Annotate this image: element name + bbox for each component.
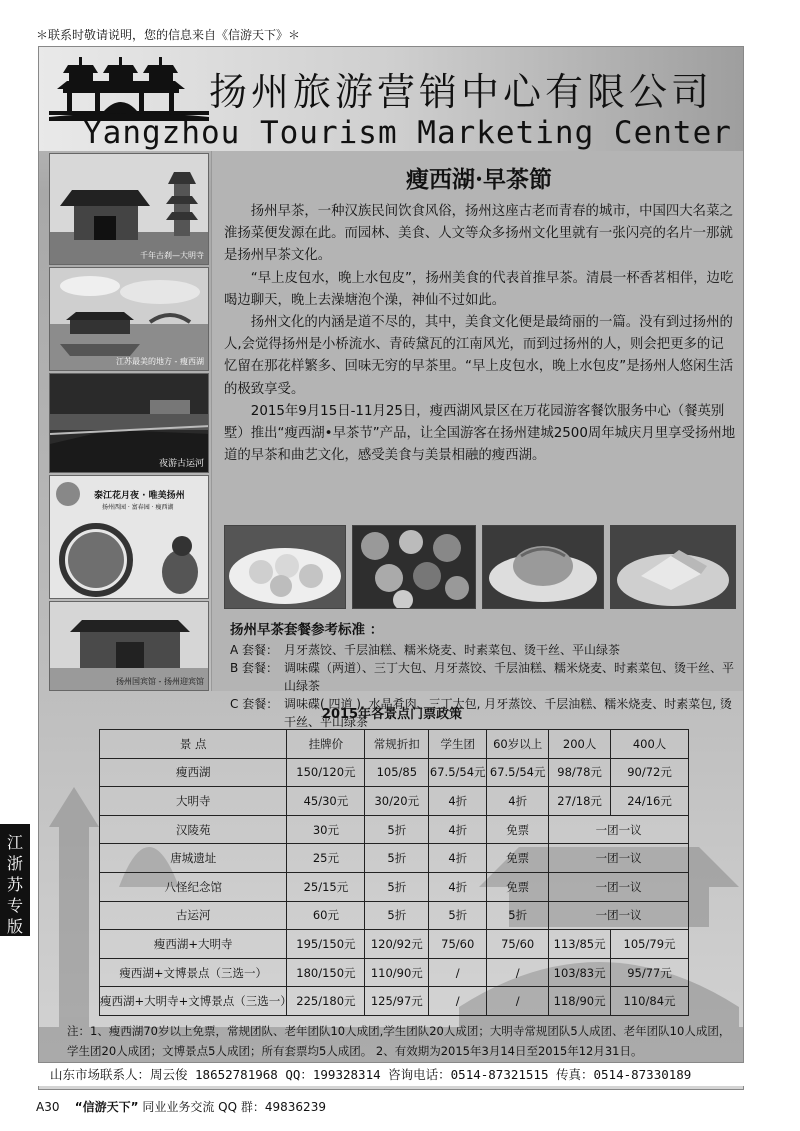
dumplings-image bbox=[225, 526, 346, 609]
menu-value: 月牙蒸饺、千层油糕、糯米烧麦、时素菜包、烫干丝、平山绿茶 bbox=[284, 643, 621, 657]
cell: / bbox=[487, 987, 549, 1016]
header-cell: 景 点 bbox=[100, 730, 287, 759]
cell: 90/72元 bbox=[611, 758, 689, 787]
menu-key: B 套餐： bbox=[230, 661, 279, 675]
header-cell: 挂牌价 bbox=[287, 730, 365, 759]
food-photo-shredded-tofu bbox=[482, 525, 604, 609]
cell: 180/150元 bbox=[287, 958, 365, 987]
cell: 4折 bbox=[429, 844, 487, 873]
menu-key: C 套餐： bbox=[230, 697, 279, 711]
side-tag bbox=[0, 824, 30, 936]
table-row bbox=[100, 930, 689, 959]
article-paragraph: 2015年9月15日-11月25日，瘦西湖风景区在万花园游客餐饮服务中心（餐英别墅）推出“瘦西湖•早茶节”产品，让全国游客在扬州建城2500周年城庆月里享受扬州地道的早茶和曲艺文化，感受美食与美景相融的瘦西湖。 bbox=[224, 403, 736, 464]
cell: 67.5/54元 bbox=[487, 758, 549, 787]
cell: 一团一议 bbox=[549, 872, 689, 901]
header bbox=[39, 47, 744, 151]
cell: 5折 bbox=[365, 844, 429, 873]
cell: 4折 bbox=[487, 787, 549, 816]
cell: 5折 bbox=[365, 872, 429, 901]
page-number: A30 bbox=[36, 1100, 60, 1114]
article-paragraph: 扬州早茶，一种汉族民间饮食风俗，扬州这座古老而青春的城市，中国四大名菜之淮扬菜便发源在此。而园林、美食、人文等众多扬州文化里就有一张闪亮的名片一那就是扬州早茶文化。 bbox=[224, 204, 733, 264]
cell: 汉陵苑 bbox=[100, 815, 287, 844]
cell: 免票 bbox=[487, 815, 549, 844]
page-footer bbox=[36, 1098, 326, 1115]
ticket-notes: 注：1、瘦西湖70岁以上免票，常规团队、老年团队10人成团,学生团队20人成团；大明寺常规团队5人成团、老年团队10人成团，学生团20人成团；文博景点5人成团；所有套票均5人成团。 2、有效期为2015年3月14日至2015年12月31日。 bbox=[67, 1024, 731, 1058]
side-tag-char: 苏 bbox=[6, 875, 23, 894]
temple-image bbox=[50, 154, 209, 265]
table-row bbox=[100, 815, 689, 844]
cell: 105/79元 bbox=[611, 930, 689, 959]
food-photo-dishes bbox=[352, 525, 476, 609]
cell: 4折 bbox=[429, 872, 487, 901]
header-cell: 60岁以上 bbox=[487, 730, 549, 759]
menu-item bbox=[230, 641, 740, 659]
cell: 120/92元 bbox=[365, 930, 429, 959]
menu-title: 扬州早茶套餐参考标准 ： bbox=[230, 622, 384, 638]
cell: 110/90元 bbox=[365, 958, 429, 987]
cell: 118/90元 bbox=[549, 987, 611, 1016]
cakes-image bbox=[611, 526, 736, 609]
header-cell: 400人 bbox=[611, 730, 689, 759]
table-header-row bbox=[100, 730, 689, 759]
cell: 一团一议 bbox=[549, 815, 689, 844]
article-paragraph: 扬州文化的内涵是道不尽的，其中，美食文化便是最绮丽的一篇。没有到过扬州的人,会觉得扬州是小桥流水、青砖黛瓦的江南风光，而到过扬州的人，则会把更多的记忆留在那花样繁多、回味无穷的早茶里。“早上皮包水，晚上水包皮”是扬州人悠闲生活的极致享受。 bbox=[224, 315, 734, 397]
table-row bbox=[100, 987, 689, 1016]
cell: 八怪纪念馆 bbox=[100, 872, 287, 901]
menu-key: A 套餐： bbox=[230, 643, 279, 657]
photo-caption: 千年古刹—大明寺 bbox=[140, 251, 204, 260]
cell: 免票 bbox=[487, 844, 549, 873]
photo-moonlight-poster bbox=[49, 475, 209, 599]
ad-frame bbox=[38, 46, 744, 1090]
photo-caption: 夜游古运河 bbox=[158, 459, 204, 469]
table-row bbox=[100, 958, 689, 987]
cell: 5折 bbox=[429, 901, 487, 930]
table-row bbox=[100, 872, 689, 901]
cell: 瘦西湖+大明寺+文博景点（三选一） bbox=[100, 987, 287, 1016]
cell: / bbox=[487, 958, 549, 987]
food-photo-dumplings bbox=[224, 525, 346, 609]
cell: 27/18元 bbox=[549, 787, 611, 816]
company-title-en: Yangzhou Tourism Marketing Center bbox=[83, 115, 732, 151]
cell: 60元 bbox=[287, 901, 365, 930]
cell: 150/120元 bbox=[287, 758, 365, 787]
cell: 5折 bbox=[365, 901, 429, 930]
cell: 瘦西湖+文博景点（三选一） bbox=[100, 958, 287, 987]
cell: 75/60 bbox=[487, 930, 549, 959]
photo-ancient-canal bbox=[49, 373, 209, 473]
cell: 30/20元 bbox=[365, 787, 429, 816]
cell: 瘦西湖+大明寺 bbox=[100, 930, 287, 959]
company-title-cn: 扬州旅游营销中心有限公司 bbox=[209, 70, 714, 114]
table-row bbox=[100, 787, 689, 816]
cell: 一团一议 bbox=[549, 901, 689, 930]
cell: 一团一议 bbox=[549, 844, 689, 873]
cell: 25/15元 bbox=[287, 872, 365, 901]
poster-title: 泰江花月夜 · 唯美扬州 bbox=[94, 491, 185, 501]
cell: 103/83元 bbox=[549, 958, 611, 987]
cell: 24/16元 bbox=[611, 787, 689, 816]
food-photo-cakes bbox=[610, 525, 736, 609]
side-tag-char: 浙 bbox=[6, 854, 23, 873]
table-row bbox=[100, 901, 689, 930]
cell: 125/97元 bbox=[365, 987, 429, 1016]
cell: 5折 bbox=[487, 901, 549, 930]
menu-value: 调味碟（两道）、三丁大包、月牙蒸饺、千层油糕、糯米烧麦、时素菜包、烫干丝、平山绿茶 bbox=[284, 661, 735, 693]
table-row bbox=[100, 844, 689, 873]
side-tag-char: 江 bbox=[6, 833, 23, 852]
cell: 113/85元 bbox=[549, 930, 611, 959]
header-cell: 学生团 bbox=[429, 730, 487, 759]
cell: 45/30元 bbox=[287, 787, 365, 816]
article-body bbox=[224, 201, 736, 467]
cell: 30元 bbox=[287, 815, 365, 844]
menu-item bbox=[230, 659, 740, 695]
footer-text: 同业业务交流 QQ 群：49836239 bbox=[142, 1100, 326, 1114]
cell: 25元 bbox=[287, 844, 365, 873]
header-cell: 200人 bbox=[549, 730, 611, 759]
contact-bar: 山东市场联系人：周云俊 18652781968 QQ：199328314 咨询电话：0514-87321515 传真：0514-87330189 bbox=[38, 1062, 744, 1086]
cell: 75/60 bbox=[429, 930, 487, 959]
cell: 大明寺 bbox=[100, 787, 287, 816]
cell: / bbox=[429, 987, 487, 1016]
dishes-image bbox=[353, 526, 476, 609]
ticket-section-title: 2015年各景点门票政策 bbox=[321, 707, 463, 722]
photo-state-guesthouse bbox=[49, 601, 209, 691]
article-title: 瘦西湖·早茶節 bbox=[405, 166, 552, 193]
cell: 4折 bbox=[429, 787, 487, 816]
cell: / bbox=[429, 958, 487, 987]
table-row bbox=[100, 758, 689, 787]
cell: 古运河 bbox=[100, 901, 287, 930]
photo-slender-west-lake bbox=[49, 267, 209, 371]
cell: 95/77元 bbox=[611, 958, 689, 987]
cell: 4折 bbox=[429, 815, 487, 844]
cell: 67.5/54元 bbox=[429, 758, 487, 787]
side-tag-char: 专 bbox=[6, 896, 23, 915]
side-tag-char: 版 bbox=[6, 917, 23, 936]
tofu-image bbox=[483, 526, 604, 609]
cell: 瘦西湖 bbox=[100, 758, 287, 787]
photo-daming-temple bbox=[49, 153, 209, 265]
footer-brand: “信游天下” bbox=[74, 1100, 139, 1114]
photo-caption: 江苏最美的地方 - 瘦西湖 bbox=[116, 357, 204, 366]
cell: 110/84元 bbox=[611, 987, 689, 1016]
ticket-price-table bbox=[99, 729, 689, 1016]
pagoda-logo-icon bbox=[49, 55, 209, 121]
cell: 免票 bbox=[487, 872, 549, 901]
photo-caption: 扬州国宾馆 - 扬州迎宾馆 bbox=[116, 677, 204, 686]
cell: 98/78元 bbox=[549, 758, 611, 787]
cell: 105/85 bbox=[365, 758, 429, 787]
menu-value: 调味碟( 四道 ), 水晶肴肉、三丁大包, 月牙蒸饺、千层油糕、糯米烧麦、时素菜包, 烫干丝、平山绿茶 bbox=[284, 697, 732, 729]
header-cell: 常规折扣 bbox=[365, 730, 429, 759]
top-note: ＊联系时敬请说明，您的信息来自《信游天下》＊ bbox=[36, 28, 301, 42]
cell: 225/180元 bbox=[287, 987, 365, 1016]
poster-subtitle: 扬州西园 · 富春园 · 瘦西湖 bbox=[102, 504, 174, 511]
cell: 唐城遗址 bbox=[100, 844, 287, 873]
cell: 195/150元 bbox=[287, 930, 365, 959]
cell: 5折 bbox=[365, 815, 429, 844]
article-paragraph: “早上皮包水，晚上水包皮”，扬州美食的代表首推早茶。清晨一杯香茗相伴，边吃喝边聊天，晚上去澡塘泡个澡，神仙不过如此。 bbox=[224, 270, 734, 308]
